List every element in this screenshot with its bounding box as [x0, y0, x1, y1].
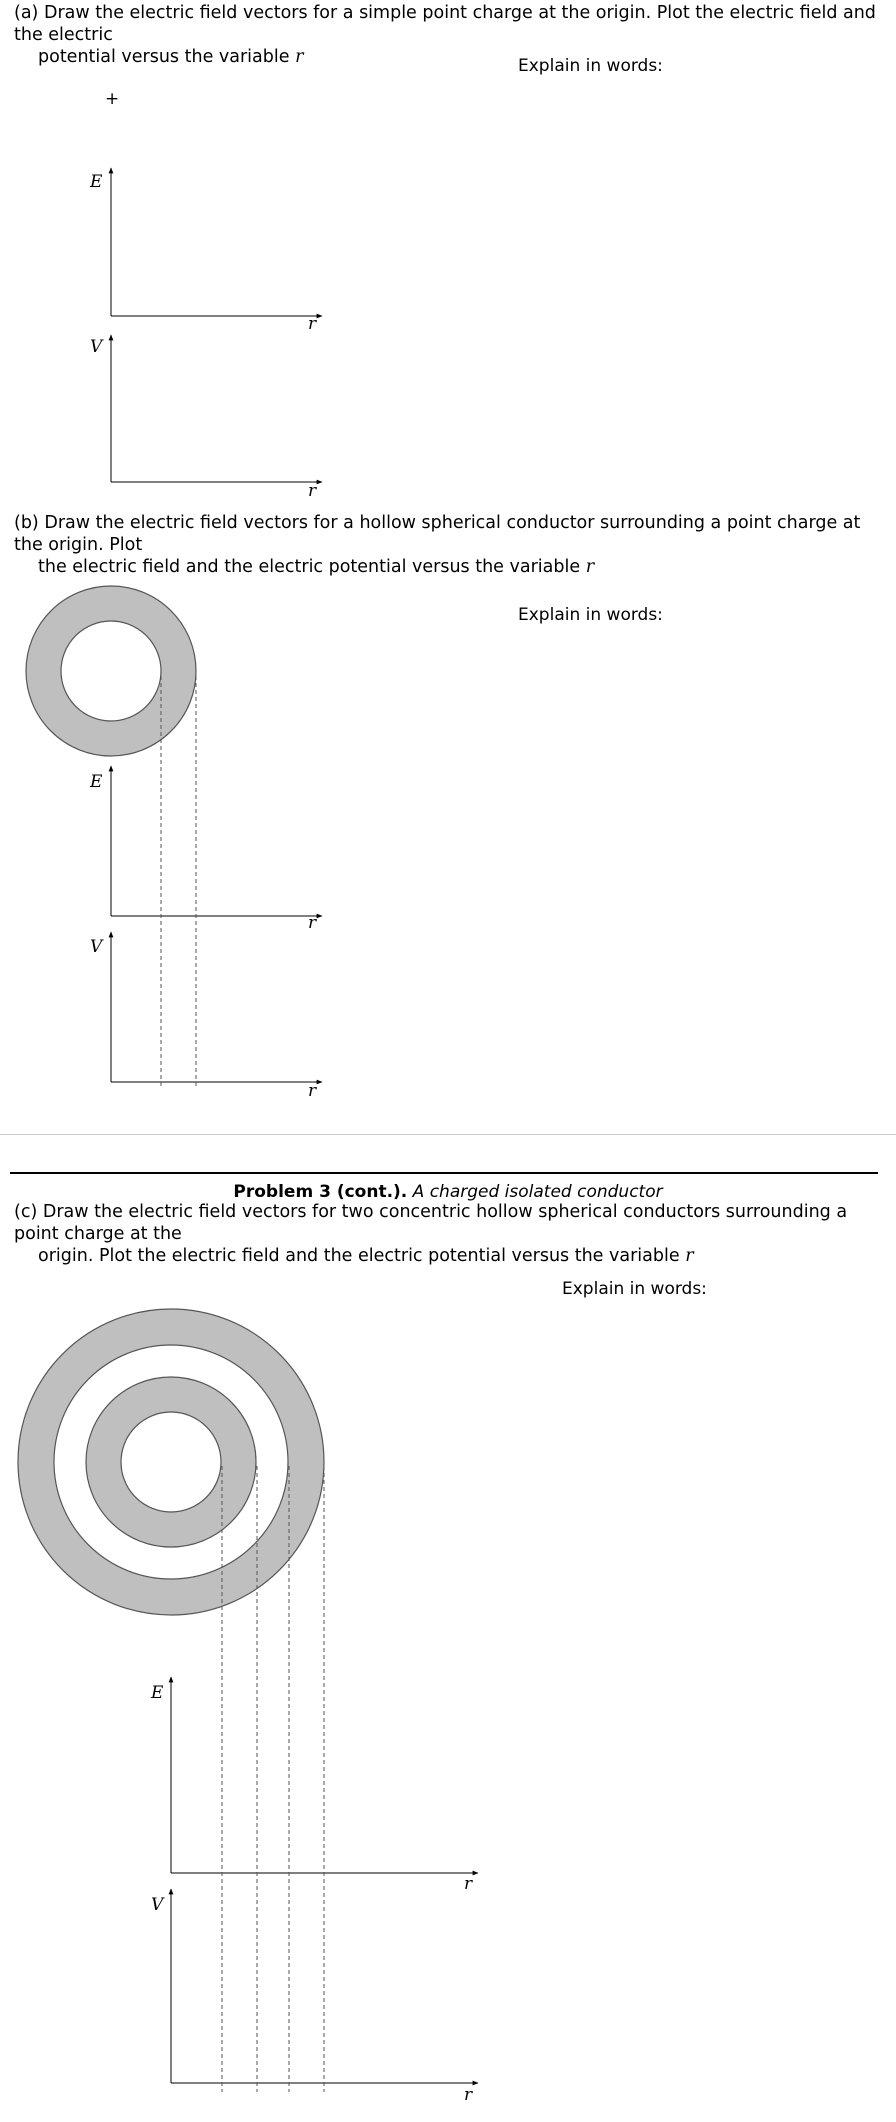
part-b-e-axis-label: E: [90, 772, 103, 792]
part-b-explain: Explain in words:: [518, 605, 663, 625]
part-a-line2: potential versus the variable: [38, 47, 290, 67]
part-c-line1: Draw the electric field vectors for two concentric hollow spherical conductors surrounding a point charge at the: [14, 1202, 848, 1244]
part-c-conductors: [18, 1309, 324, 1615]
part-a-explain: Explain in words:: [518, 56, 663, 76]
part-a-line1: Draw the electric field vectors for a simple point charge at the origin. Plot the electric field and the electric: [14, 3, 876, 45]
part-b-label: (b): [14, 513, 39, 533]
part-a-e-axis-label: E: [90, 172, 103, 192]
part-c-e-axis-label: E: [151, 1683, 164, 1703]
part-b-r-label-v: r: [308, 1081, 317, 1101]
part-a-charge: +: [105, 89, 120, 109]
problem-heading-bold: Problem 3 (cont.).: [233, 1182, 408, 1202]
part-b-conductor: [26, 586, 196, 756]
part-a-label: (a): [14, 3, 39, 23]
part-a-var: r: [295, 47, 304, 67]
part-c-explain: Explain in words:: [562, 1279, 707, 1299]
part-b-guides: [161, 676, 196, 1087]
part-b-r-label-e: r: [308, 913, 317, 933]
part-b-v-axes: [111, 932, 322, 1082]
part-b-var: r: [585, 557, 595, 577]
part-a-v-axes: [111, 335, 322, 482]
part-a-v-axis-label: V: [90, 337, 103, 357]
part-b-v-axis-label: V: [90, 937, 103, 957]
part-c-r-label-e: r: [464, 1874, 473, 1894]
part-a-r-label-e: r: [308, 314, 317, 334]
part-c-v-axis-label: V: [151, 1895, 164, 1915]
part-a-e-axes: [111, 168, 322, 316]
part-c-r-label-v: r: [464, 2085, 473, 2105]
part-c-line2: origin. Plot the electric field and the electric potential versus the variable: [38, 1246, 680, 1266]
part-c-label: (c): [14, 1202, 38, 1222]
part-b-line1: Draw the electric field vectors for a hollow spherical conductor surrounding a point charge at the origin. Plot: [14, 513, 861, 555]
part-b-e-axes: [111, 766, 322, 916]
problem-heading-italic: A charged isolated conductor: [412, 1182, 663, 1202]
part-a-r-label-v: r: [308, 481, 317, 501]
part-b-line2: the electric field and the electric potential versus the variable: [38, 557, 581, 577]
part-c-var: r: [685, 1246, 694, 1266]
